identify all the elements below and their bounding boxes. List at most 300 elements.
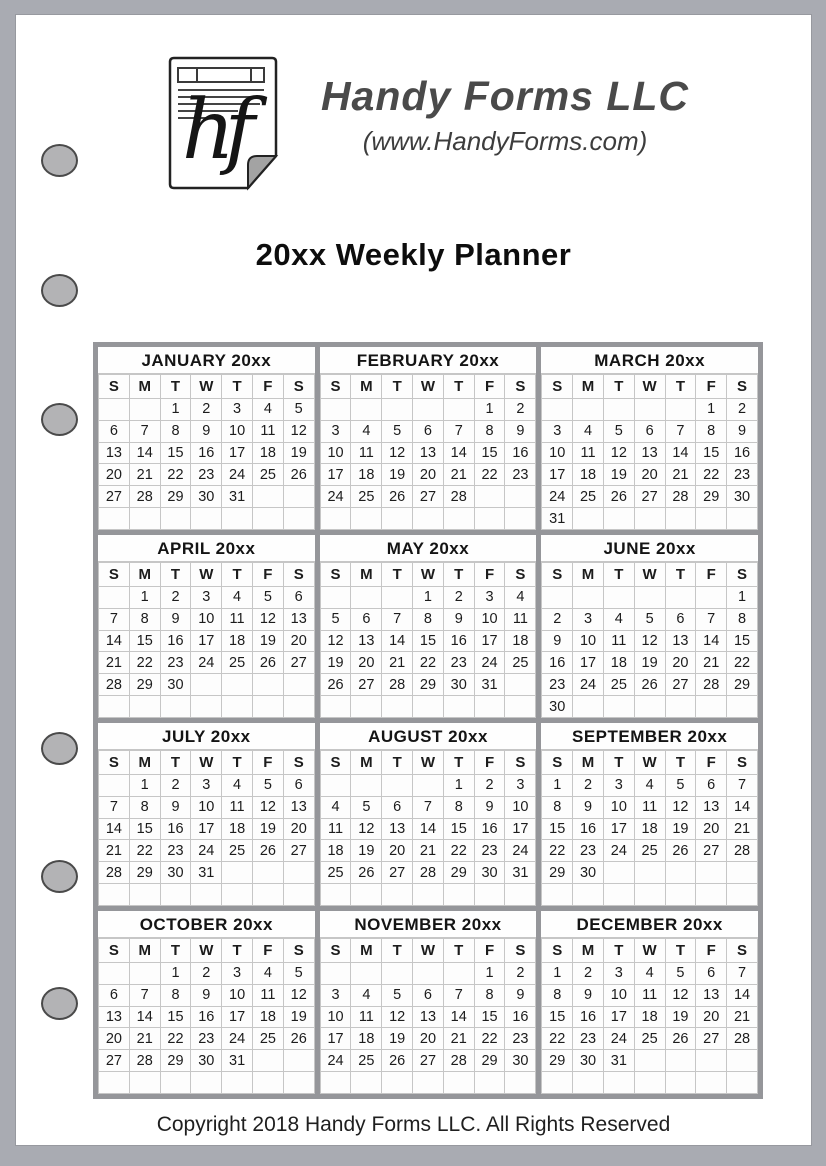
day-cell: 3 [191, 586, 222, 608]
day-cell: 13 [283, 796, 314, 818]
day-of-week-header: M [129, 751, 160, 775]
empty-day-cell [696, 1050, 727, 1072]
empty-day-cell [573, 508, 604, 530]
month-title: SEPTEMBER 20xx [541, 723, 758, 750]
day-cell: 11 [222, 608, 253, 630]
day-cell: 3 [542, 420, 573, 442]
day-cell: 18 [320, 840, 351, 862]
month-table [541, 374, 758, 530]
day-cell: 29 [443, 862, 474, 884]
day-cell: 13 [99, 1006, 130, 1028]
day-cell: 3 [505, 774, 536, 796]
empty-day-cell [413, 1072, 444, 1094]
day-of-week-header: M [573, 751, 604, 775]
day-cell: 13 [351, 630, 382, 652]
day-cell: 6 [696, 962, 727, 984]
empty-day-cell [222, 862, 253, 884]
empty-day-cell [443, 962, 474, 984]
day-cell: 16 [573, 818, 604, 840]
day-cell: 8 [542, 984, 573, 1006]
day-cell: 17 [505, 818, 536, 840]
day-cell: 8 [129, 796, 160, 818]
day-cell: 14 [382, 630, 413, 652]
day-cell: 16 [160, 818, 191, 840]
day-cell: 23 [505, 464, 536, 486]
day-cell: 2 [727, 398, 758, 420]
day-cell: 2 [160, 774, 191, 796]
day-cell: 27 [696, 1028, 727, 1050]
empty-day-cell [222, 696, 253, 718]
day-of-week-header: W [413, 375, 444, 399]
empty-day-cell [283, 508, 314, 530]
day-cell: 25 [351, 1050, 382, 1072]
day-cell: 7 [727, 774, 758, 796]
day-cell: 9 [160, 796, 191, 818]
empty-day-cell [603, 1072, 634, 1094]
day-cell: 20 [696, 818, 727, 840]
day-cell: 5 [665, 962, 696, 984]
empty-day-cell [505, 884, 536, 906]
day-of-week-header: S [320, 375, 351, 399]
empty-day-cell [129, 398, 160, 420]
empty-day-cell [474, 486, 505, 508]
day-of-week-header: W [413, 563, 444, 587]
day-cell: 1 [727, 586, 758, 608]
day-cell: 17 [320, 464, 351, 486]
day-cell: 23 [443, 652, 474, 674]
empty-day-cell [252, 674, 283, 696]
empty-day-cell [351, 696, 382, 718]
empty-day-cell [443, 1072, 474, 1094]
day-cell: 28 [129, 1050, 160, 1072]
binder-hole [41, 860, 78, 893]
day-cell: 16 [727, 442, 758, 464]
day-cell: 19 [382, 1028, 413, 1050]
empty-day-cell [413, 398, 444, 420]
day-of-week-header: S [542, 375, 573, 399]
empty-day-cell [129, 884, 160, 906]
empty-day-cell [665, 508, 696, 530]
day-cell: 22 [160, 464, 191, 486]
day-cell: 2 [505, 962, 536, 984]
day-cell: 30 [191, 486, 222, 508]
empty-day-cell [573, 696, 604, 718]
empty-day-cell [382, 508, 413, 530]
empty-day-cell [542, 586, 573, 608]
day-cell: 30 [474, 862, 505, 884]
day-cell: 17 [191, 630, 222, 652]
day-cell: 16 [505, 1006, 536, 1028]
day-cell: 22 [413, 652, 444, 674]
day-cell: 22 [160, 1028, 191, 1050]
empty-day-cell [696, 586, 727, 608]
day-cell: 27 [283, 652, 314, 674]
day-cell: 16 [573, 1006, 604, 1028]
day-cell: 27 [413, 1050, 444, 1072]
day-of-week-header: M [351, 563, 382, 587]
empty-day-cell [320, 1072, 351, 1094]
day-cell: 24 [222, 464, 253, 486]
day-cell: 10 [191, 608, 222, 630]
day-cell: 4 [505, 586, 536, 608]
empty-day-cell [603, 586, 634, 608]
day-cell: 10 [191, 796, 222, 818]
day-cell: 29 [129, 674, 160, 696]
day-of-week-header: T [222, 563, 253, 587]
day-of-week-header: S [283, 563, 314, 587]
day-cell: 26 [283, 464, 314, 486]
empty-day-cell [320, 696, 351, 718]
empty-day-cell [191, 508, 222, 530]
month-table [320, 374, 537, 530]
empty-day-cell [320, 962, 351, 984]
day-of-week-header: T [603, 375, 634, 399]
day-cell: 17 [320, 1028, 351, 1050]
empty-day-cell [603, 862, 634, 884]
day-of-week-header: S [320, 939, 351, 963]
day-of-week-header: M [351, 751, 382, 775]
day-cell: 15 [160, 1006, 191, 1028]
day-cell: 14 [129, 442, 160, 464]
day-cell: 5 [252, 586, 283, 608]
day-cell: 30 [443, 674, 474, 696]
day-cell: 3 [320, 984, 351, 1006]
day-cell: 1 [542, 962, 573, 984]
day-cell: 10 [474, 608, 505, 630]
day-of-week-header: S [727, 751, 758, 775]
empty-day-cell [505, 508, 536, 530]
month-october [98, 911, 315, 1094]
day-cell: 1 [129, 774, 160, 796]
binder-hole [41, 144, 78, 177]
day-cell: 11 [603, 630, 634, 652]
day-cell: 19 [382, 464, 413, 486]
empty-day-cell [160, 508, 191, 530]
copyright-text: Copyright 2018 Handy Forms LLC. All Rights Reserved [156, 1113, 671, 1136]
day-cell: 14 [443, 1006, 474, 1028]
month-march [541, 347, 758, 530]
day-cell: 14 [129, 1006, 160, 1028]
day-cell: 7 [443, 984, 474, 1006]
day-cell: 11 [222, 796, 253, 818]
day-cell: 22 [129, 840, 160, 862]
day-cell: 3 [474, 586, 505, 608]
day-cell: 7 [99, 796, 130, 818]
day-cell: 27 [696, 840, 727, 862]
month-april [98, 535, 315, 718]
empty-day-cell [696, 696, 727, 718]
day-cell: 25 [222, 652, 253, 674]
day-cell: 12 [603, 442, 634, 464]
empty-day-cell [99, 1072, 130, 1094]
day-cell: 31 [505, 862, 536, 884]
day-cell: 2 [505, 398, 536, 420]
day-of-week-header: S [505, 751, 536, 775]
empty-day-cell [351, 884, 382, 906]
day-cell: 10 [603, 796, 634, 818]
day-of-week-header: S [99, 751, 130, 775]
day-cell: 12 [665, 796, 696, 818]
day-of-week-header: M [129, 939, 160, 963]
day-cell: 27 [99, 1050, 130, 1072]
day-cell: 19 [665, 818, 696, 840]
day-cell: 20 [634, 464, 665, 486]
day-cell: 19 [252, 818, 283, 840]
day-cell: 31 [474, 674, 505, 696]
empty-day-cell [727, 508, 758, 530]
day-of-week-header: S [99, 375, 130, 399]
day-of-week-header: W [191, 375, 222, 399]
calendar-grid [93, 342, 763, 1099]
day-cell: 11 [320, 818, 351, 840]
day-cell: 3 [191, 774, 222, 796]
empty-day-cell [160, 1072, 191, 1094]
day-cell: 21 [413, 840, 444, 862]
day-cell: 13 [283, 608, 314, 630]
day-cell: 23 [474, 840, 505, 862]
day-cell: 17 [474, 630, 505, 652]
day-cell: 13 [99, 442, 130, 464]
empty-day-cell [443, 508, 474, 530]
day-cell: 25 [573, 486, 604, 508]
day-cell: 11 [634, 796, 665, 818]
empty-day-cell [634, 398, 665, 420]
empty-day-cell [382, 884, 413, 906]
month-january [98, 347, 315, 530]
day-cell: 22 [727, 652, 758, 674]
day-cell: 26 [634, 674, 665, 696]
day-cell: 12 [382, 1006, 413, 1028]
day-cell: 22 [474, 1028, 505, 1050]
day-cell: 27 [634, 486, 665, 508]
day-cell: 18 [505, 630, 536, 652]
empty-day-cell [413, 884, 444, 906]
day-cell: 3 [222, 398, 253, 420]
day-of-week-header: T [222, 751, 253, 775]
day-of-week-header: W [413, 751, 444, 775]
day-cell: 18 [351, 1028, 382, 1050]
day-cell: 23 [573, 840, 604, 862]
day-cell: 8 [727, 608, 758, 630]
day-cell: 20 [99, 464, 130, 486]
empty-day-cell [474, 884, 505, 906]
day-cell: 14 [696, 630, 727, 652]
day-cell: 9 [542, 630, 573, 652]
day-cell: 24 [320, 486, 351, 508]
day-cell: 6 [382, 796, 413, 818]
day-cell: 23 [160, 840, 191, 862]
day-of-week-header: S [505, 939, 536, 963]
day-cell: 5 [382, 420, 413, 442]
day-cell: 18 [252, 1006, 283, 1028]
day-cell: 26 [252, 652, 283, 674]
day-cell: 25 [634, 840, 665, 862]
day-of-week-header: S [727, 939, 758, 963]
day-cell: 16 [191, 1006, 222, 1028]
day-cell: 21 [443, 1028, 474, 1050]
day-of-week-header: T [603, 751, 634, 775]
binder-hole [41, 274, 78, 307]
day-of-week-header: T [382, 751, 413, 775]
empty-day-cell [634, 862, 665, 884]
empty-day-cell [603, 398, 634, 420]
day-of-week-header: W [191, 563, 222, 587]
empty-day-cell [665, 1050, 696, 1072]
day-cell: 21 [99, 652, 130, 674]
day-cell: 31 [542, 508, 573, 530]
day-cell: 21 [727, 1006, 758, 1028]
empty-day-cell [413, 508, 444, 530]
day-cell: 19 [252, 630, 283, 652]
empty-day-cell [320, 586, 351, 608]
day-cell: 1 [129, 586, 160, 608]
empty-day-cell [382, 774, 413, 796]
brand-name: Handy Forms LLC [320, 73, 690, 119]
day-cell: 13 [665, 630, 696, 652]
day-cell: 16 [542, 652, 573, 674]
day-cell: 5 [320, 608, 351, 630]
day-of-week-header: F [696, 375, 727, 399]
month-september [541, 723, 758, 906]
day-cell: 13 [696, 796, 727, 818]
day-cell: 11 [252, 984, 283, 1006]
empty-day-cell [634, 696, 665, 718]
empty-day-cell [252, 884, 283, 906]
day-cell: 19 [665, 1006, 696, 1028]
empty-day-cell [727, 1050, 758, 1072]
day-cell: 25 [351, 486, 382, 508]
empty-day-cell [665, 884, 696, 906]
day-cell: 20 [283, 630, 314, 652]
month-table [320, 750, 537, 906]
day-cell: 18 [252, 442, 283, 464]
day-of-week-header: T [443, 751, 474, 775]
day-of-week-header: S [99, 939, 130, 963]
empty-day-cell [542, 1072, 573, 1094]
month-title: MARCH 20xx [541, 347, 758, 374]
day-cell: 26 [252, 840, 283, 862]
day-cell: 20 [665, 652, 696, 674]
day-cell: 28 [727, 840, 758, 862]
day-of-week-header: F [252, 751, 283, 775]
day-of-week-header: W [634, 751, 665, 775]
empty-day-cell [160, 884, 191, 906]
day-cell: 23 [191, 1028, 222, 1050]
empty-day-cell [283, 862, 314, 884]
day-cell: 4 [320, 796, 351, 818]
empty-day-cell [283, 1050, 314, 1072]
day-cell: 8 [129, 608, 160, 630]
day-cell: 28 [443, 486, 474, 508]
day-cell: 26 [665, 1028, 696, 1050]
empty-day-cell [727, 1072, 758, 1094]
day-cell: 21 [443, 464, 474, 486]
empty-day-cell [99, 586, 130, 608]
planner-page [15, 14, 812, 1146]
month-may [320, 535, 537, 718]
empty-day-cell [222, 1072, 253, 1094]
day-cell: 28 [696, 674, 727, 696]
day-of-week-header: W [634, 563, 665, 587]
day-cell: 7 [129, 420, 160, 442]
month-title: AUGUST 20xx [320, 723, 537, 750]
day-cell: 20 [382, 840, 413, 862]
empty-day-cell [474, 1072, 505, 1094]
empty-day-cell [283, 1072, 314, 1094]
day-cell: 30 [727, 486, 758, 508]
day-cell: 5 [283, 962, 314, 984]
day-cell: 17 [222, 1006, 253, 1028]
day-cell: 17 [603, 818, 634, 840]
day-cell: 15 [542, 1006, 573, 1028]
empty-day-cell [252, 508, 283, 530]
empty-day-cell [573, 1072, 604, 1094]
brand-website: (www.HandyForms.com) [362, 126, 648, 156]
day-of-week-header: S [283, 751, 314, 775]
day-cell: 11 [634, 984, 665, 1006]
day-cell: 24 [505, 840, 536, 862]
day-cell: 27 [382, 862, 413, 884]
day-cell: 23 [160, 652, 191, 674]
page-title: 20xx Weekly Planner [255, 237, 572, 272]
day-of-week-header: T [665, 563, 696, 587]
brand-header [164, 55, 715, 192]
day-cell: 25 [634, 1028, 665, 1050]
month-title: JULY 20xx [98, 723, 315, 750]
day-of-week-header: S [320, 563, 351, 587]
day-cell: 6 [413, 984, 444, 1006]
day-cell: 23 [191, 464, 222, 486]
day-of-week-header: W [634, 939, 665, 963]
day-cell: 8 [542, 796, 573, 818]
day-cell: 8 [413, 608, 444, 630]
day-cell: 27 [351, 674, 382, 696]
empty-day-cell [382, 696, 413, 718]
day-cell: 1 [542, 774, 573, 796]
day-cell: 8 [474, 984, 505, 1006]
empty-day-cell [634, 586, 665, 608]
day-cell: 17 [542, 464, 573, 486]
day-of-week-header: T [665, 375, 696, 399]
empty-day-cell [727, 862, 758, 884]
logo-monogram: hf [182, 83, 246, 178]
empty-day-cell [413, 962, 444, 984]
day-of-week-header: S [542, 939, 573, 963]
day-cell: 12 [634, 630, 665, 652]
day-cell: 5 [351, 796, 382, 818]
day-cell: 24 [603, 840, 634, 862]
day-of-week-header: M [129, 375, 160, 399]
empty-day-cell [665, 862, 696, 884]
day-cell: 4 [351, 984, 382, 1006]
day-cell: 10 [222, 984, 253, 1006]
day-cell: 27 [665, 674, 696, 696]
day-cell: 3 [603, 962, 634, 984]
day-cell: 29 [413, 674, 444, 696]
day-cell: 21 [382, 652, 413, 674]
day-cell: 12 [252, 608, 283, 630]
empty-day-cell [320, 774, 351, 796]
day-cell: 31 [603, 1050, 634, 1072]
day-cell: 23 [505, 1028, 536, 1050]
day-cell: 24 [191, 652, 222, 674]
day-cell: 28 [99, 862, 130, 884]
day-of-week-header: F [696, 563, 727, 587]
day-cell: 9 [443, 608, 474, 630]
day-cell: 13 [413, 442, 444, 464]
empty-day-cell [696, 1072, 727, 1094]
day-cell: 13 [696, 984, 727, 1006]
